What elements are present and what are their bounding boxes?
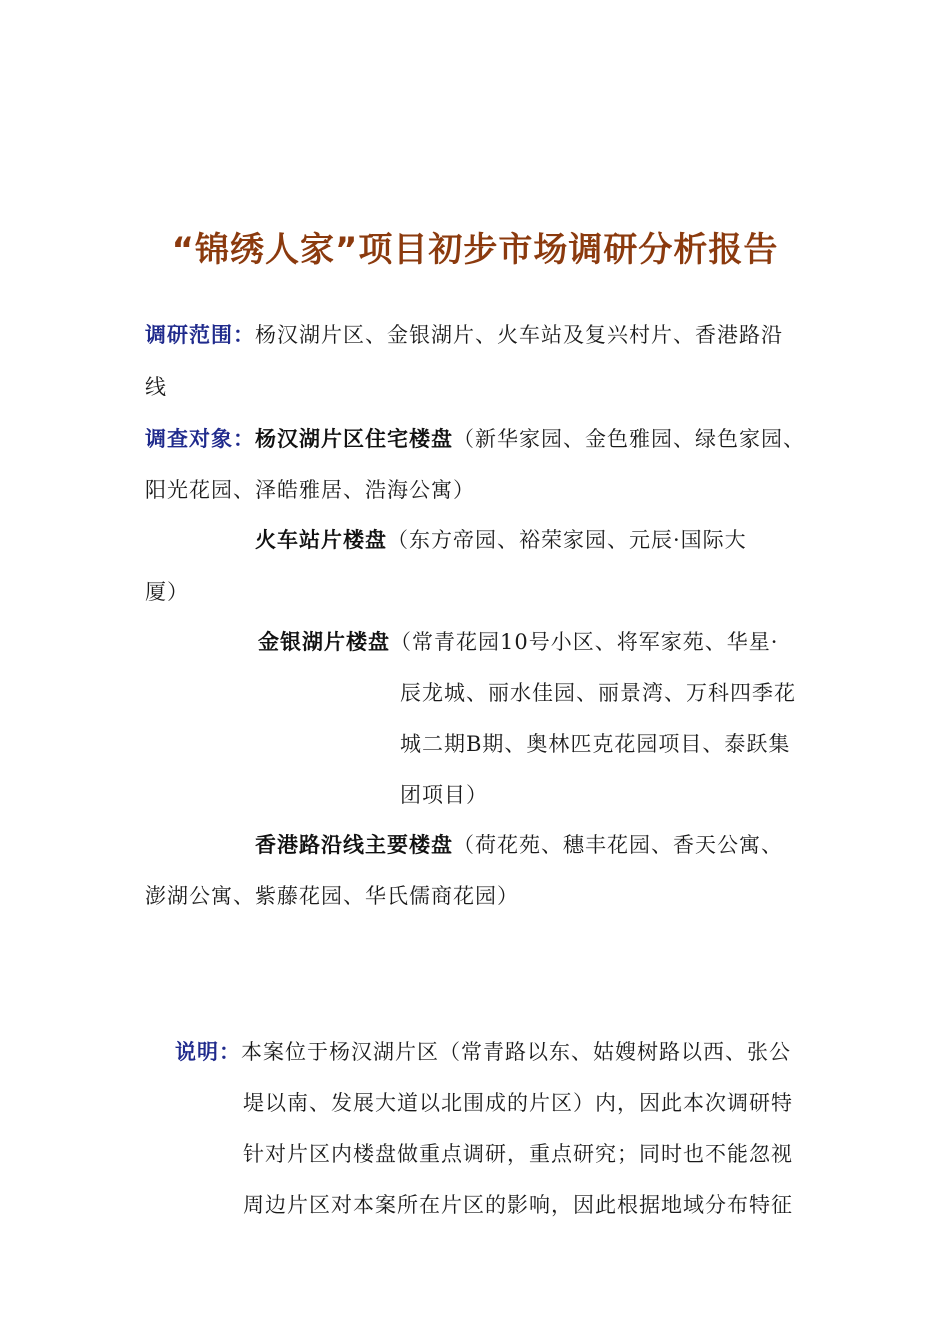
note-label: 说明：	[175, 1040, 241, 1064]
scope-line-2: 线	[145, 375, 167, 399]
group1-text-1: （新华家园、金色雅园、绿色家园、	[453, 427, 805, 451]
group3-line-1	[258, 627, 778, 657]
group2-head: 火车站片楼盘	[255, 528, 387, 552]
group4-line-1	[255, 830, 783, 860]
group2-text-1: （东方帝园、裕荣家园、元辰·国际大	[387, 528, 747, 552]
group4-text-2: 澎湖公寓、紫藤花园、华氏儒商花园）	[145, 884, 519, 908]
group2-line-1	[255, 525, 747, 555]
group1-head: 杨汉湖片区住宅楼盘	[255, 427, 453, 451]
note-line-1	[175, 1037, 791, 1067]
scope-label: 调研范围：	[145, 323, 255, 347]
note-text-4: 周边片区对本案所在片区的影响，因此根据地域分布特征	[243, 1193, 793, 1217]
group3-head: 金银湖片楼盘	[258, 630, 390, 654]
group3-text-4: 团项目）	[400, 783, 488, 807]
group4-head: 香港路沿线主要楼盘	[255, 833, 453, 857]
report-title: “锦绣人家”项目初步市场调研分析报告	[171, 230, 779, 270]
group3-text-1: （常青花园10号小区、将军家苑、华星·	[390, 630, 779, 654]
note-text-3: 针对片区内楼盘做重点调研，重点研究；同时也不能忽视	[243, 1142, 793, 1166]
group2-text-2: 厦）	[145, 580, 189, 604]
scope-line-1	[145, 320, 783, 350]
group3-text-2: 辰龙城、丽水佳园、丽景湾、万科四季花	[400, 681, 796, 705]
group1-text-2: 阳光花园、泽皓雅居、浩海公寓）	[145, 478, 475, 502]
note-text-2: 堤以南、发展大道以北围成的片区）内，因此本次调研特	[243, 1091, 793, 1115]
group3-text-3: 城二期B期、奥林匹克花园项目、泰跃集	[400, 732, 791, 756]
subjects-label: 调查对象：	[145, 427, 255, 451]
note-text-1: 本案位于杨汉湖片区（常青路以东、姑嫂树路以西、张公	[241, 1040, 791, 1064]
group4-text-1: （荷花苑、穗丰花园、香天公寓、	[453, 833, 783, 857]
subjects-line-1	[145, 424, 805, 454]
scope-text-1: 杨汉湖片区、金银湖片、火车站及复兴村片、香港路沿	[255, 323, 783, 347]
